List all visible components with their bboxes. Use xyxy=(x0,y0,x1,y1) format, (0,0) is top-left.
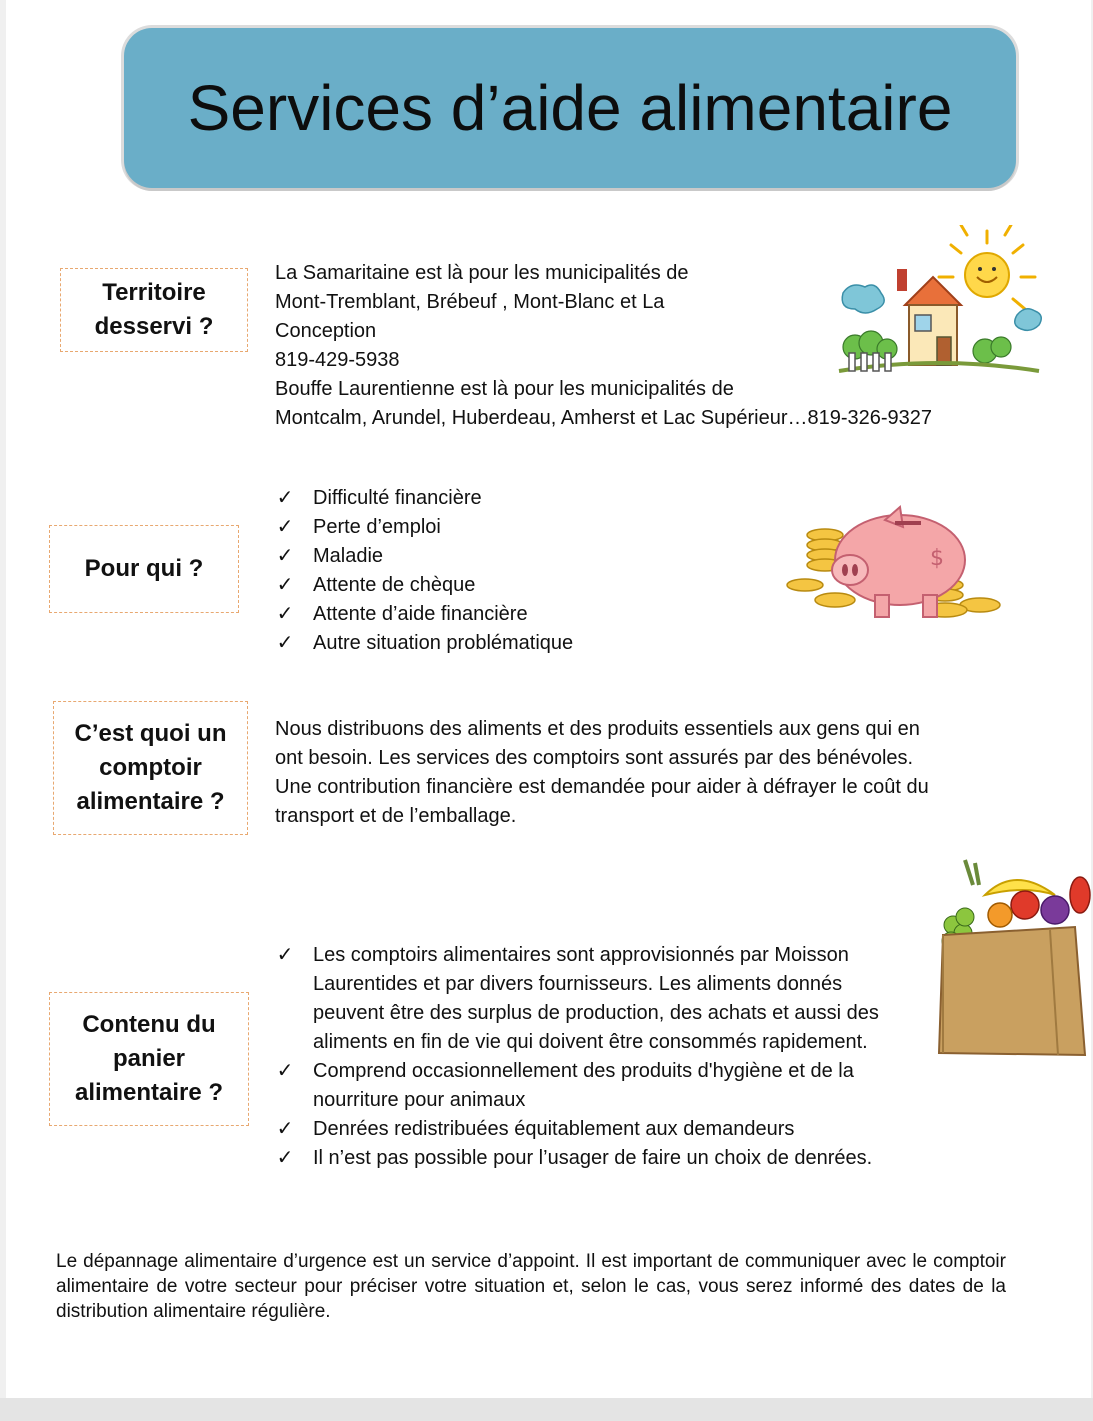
page xyxy=(6,0,1091,1398)
list-item xyxy=(275,629,755,658)
comptoir-line: Une contribution financière est demandée pour aider à défrayer le coût du xyxy=(275,776,929,798)
pour-qui-list xyxy=(275,484,755,658)
list-item-text: Denrées redistribuées équitablement aux demandeurs xyxy=(313,1118,795,1140)
list-item-text: Il n’est pas possible pour l’usager de faire un choix de denrées. xyxy=(313,1147,873,1169)
contenu-list xyxy=(275,941,907,1173)
territoire-text xyxy=(275,259,932,433)
label-contenu xyxy=(49,992,249,1126)
piggy-bank-coins-illustration xyxy=(775,505,1010,630)
list-item xyxy=(275,1144,907,1173)
list-item xyxy=(275,941,907,1057)
label-contenu-text: Contenu du panier alimentaire ? xyxy=(74,1011,224,1106)
page-bottom-edge xyxy=(0,1398,1093,1421)
check-icon: ✓ xyxy=(276,1147,294,1169)
territoire-line: Conception xyxy=(275,320,377,342)
house-sun-illustration xyxy=(835,225,1060,390)
list-item-text: Autre situation problématique xyxy=(313,632,574,654)
check-icon: ✓ xyxy=(276,545,294,567)
check-icon: ✓ xyxy=(276,632,294,654)
check-icon: ✓ xyxy=(276,603,294,625)
check-icon: ✓ xyxy=(276,1118,294,1140)
list-item xyxy=(275,571,755,600)
territoire-phone: 819-429-5938 xyxy=(275,349,400,371)
check-icon: ✓ xyxy=(276,487,294,509)
list-item xyxy=(275,484,755,513)
list-item-text: Attente de chèque xyxy=(313,574,476,596)
label-comptoir xyxy=(53,701,248,835)
list-item-text: Comprend occasionnellement des produits d'hygiène et de la nourriture pour animaux xyxy=(313,1060,854,1111)
check-icon: ✓ xyxy=(276,1060,294,1082)
svg-text:$: $ xyxy=(930,546,944,571)
list-item xyxy=(275,513,755,542)
check-icon: ✓ xyxy=(276,516,294,538)
territoire-line: Bouffe Laurentienne est là pour les municipalités de xyxy=(275,378,734,400)
check-icon: ✓ xyxy=(276,574,294,596)
territoire-line: La Samaritaine est là pour les municipalités de xyxy=(275,262,689,284)
list-item-text: Perte d’emploi xyxy=(313,516,441,538)
label-territoire xyxy=(60,268,248,352)
label-comptoir-text: C’est quoi un comptoir alimentaire ? xyxy=(74,720,227,815)
list-item-text: Difficulté financière xyxy=(313,487,482,509)
list-item xyxy=(275,542,755,571)
label-pour-qui xyxy=(49,525,239,613)
list-item xyxy=(275,1057,907,1115)
page-title: Services d’aide alimentaire xyxy=(187,72,953,144)
comptoir-line: ont besoin. Les services des comptoirs sont assurés par des bénévoles. xyxy=(275,747,914,769)
comptoir-line: transport et de l’emballage. xyxy=(275,805,517,827)
title-banner xyxy=(124,28,1016,188)
territoire-line: Montcalm, Arundel, Huberdeau, Amherst et Lac Supérieur…819-326-9327 xyxy=(275,407,933,429)
list-item xyxy=(275,600,755,629)
grocery-bag-illustration xyxy=(935,855,1093,1060)
list-item-text: Attente d’aide financière xyxy=(313,603,528,625)
list-item-text: Maladie xyxy=(313,545,384,567)
comptoir-line: Nous distribuons des aliments et des produits essentiels aux gens qui en xyxy=(275,718,920,740)
label-pour-qui-text: Pour qui ? xyxy=(84,555,204,582)
list-item-text: Les comptoirs alimentaires sont approvisionnés par Moisson Laurentides et par divers fournisseurs. Les aliments donnés peuvent être des surplus de production, des achats et aussi des aliments en fin de vie qui doivent être consommés rapidement. xyxy=(313,944,879,1053)
list-item xyxy=(275,1115,907,1144)
label-territoire-text: Territoire desservi ? xyxy=(94,279,214,340)
territoire-line: Mont-Tremblant, Brébeuf , Mont-Blanc et La xyxy=(275,291,665,313)
check-icon: ✓ xyxy=(276,944,294,966)
footer-paragraph: Le dépannage alimentaire d’urgence est un service d’appoint. Il est important de communiquer avec le comptoir alimentaire de votre secteur pour préciser votre situation et, selon le cas, vous serez informé des dates de la distribution alimentaire régulière. xyxy=(56,1251,1006,1322)
comptoir-text xyxy=(275,715,929,831)
